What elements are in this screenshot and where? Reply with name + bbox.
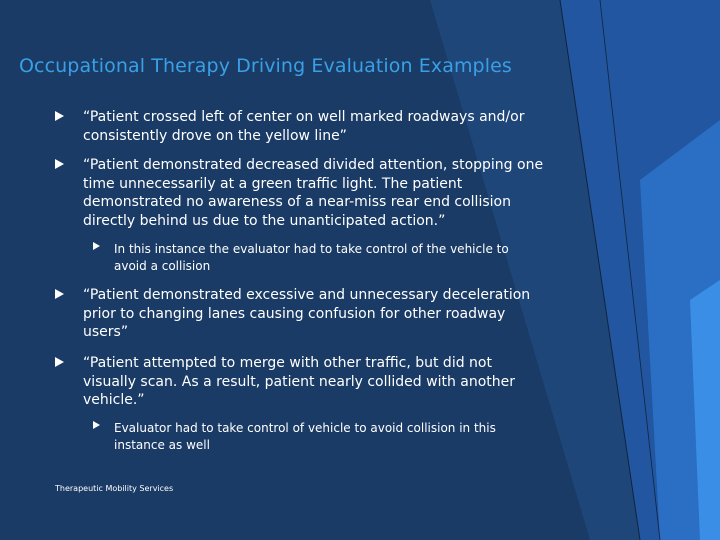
bullet-text: “Patient crossed left of center on well marked roadways and/or consistently drove on the yellow line”	[83, 109, 525, 144]
bullet-text: In this instance the evaluator had to take control of the vehicle to avoid a collision	[114, 242, 509, 273]
bullet-text: “Patient attempted to merge with other traffic, but did not visually scan. As a result, patient nearly collided with another vehicle.”	[83, 355, 516, 409]
bullet-text: “Patient demonstrated excessive and unnecessary deceleration prior to changing lanes causing confusion for other roadway users”	[83, 287, 531, 341]
bullet-arrow-icon	[93, 242, 100, 250]
bullet-text: Evaluator had to take control of vehicle to avoid collision in this instance as well	[114, 421, 496, 452]
bullet-1	[55, 108, 525, 145]
footer-text: Therapeutic Mobility Services	[55, 484, 174, 493]
bullet-4	[55, 354, 545, 410]
sub-bullet-4	[93, 420, 543, 454]
bullet-text: “Patient demonstrated decreased divided attention, stopping one time unnecessarily at a green traffic light. The patient demonstrated no awareness of a near-miss rear end collision directly behind us due to the unanticipated action.”	[83, 157, 544, 230]
bullet-arrow-icon	[55, 357, 64, 367]
slide-title: Occupational Therapy Driving Evaluation Examples	[19, 55, 512, 77]
sub-bullet-2	[93, 241, 543, 275]
bullet-2	[55, 156, 545, 231]
bullet-arrow-icon	[55, 159, 64, 169]
bullet-arrow-icon	[55, 111, 64, 121]
bullet-arrow-icon	[93, 421, 100, 429]
bullet-arrow-icon	[55, 289, 64, 299]
bullet-3	[55, 286, 545, 342]
